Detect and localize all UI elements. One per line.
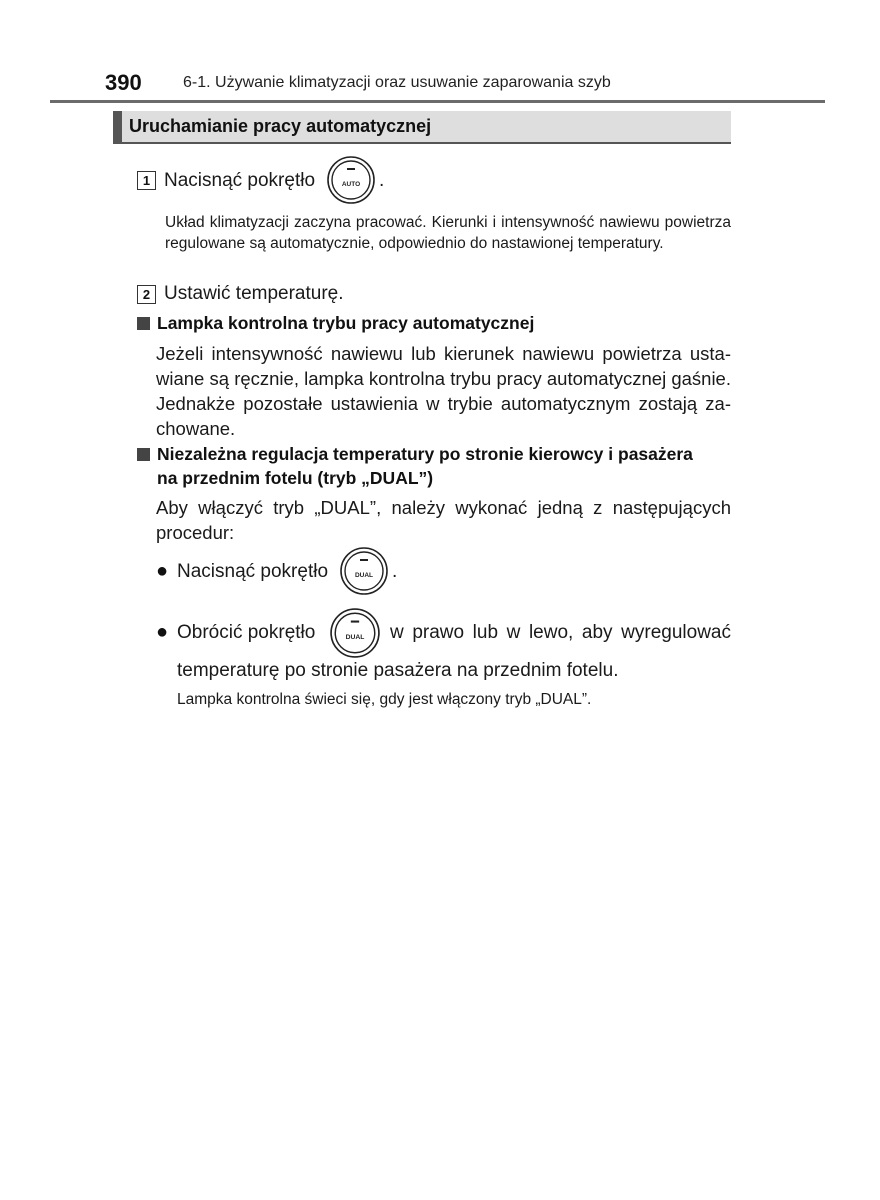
step-number-2: 2 — [137, 285, 156, 304]
bullet-icon: ● — [156, 560, 169, 582]
section-header-accent — [113, 111, 122, 142]
step-1-note: Układ klimatyzacji zaczyna pracować. Kierunki i intensywność nawiewu powietrza regulowane są automatycznie, odpowiednio do nastawionej temperatury. — [165, 214, 731, 252]
subsection-1-body: Jeżeli intensywność nawiewu lub kierunek nawiewu powietrza usta-wiane są ręcznie, lampka kontrolna trybu pracy automatycznej gaśnie. Jednakże pozostałe ustawienia w trybie automatycznym zostają za-chowane. — [156, 343, 731, 439]
section-title: Uruchamianie pracy automatycznej — [129, 116, 432, 136]
knob-label: AUTO — [341, 181, 361, 188]
step-1-period: . — [379, 170, 385, 191]
page-number: 390 — [105, 70, 142, 95]
step-number-1: 1 — [137, 171, 156, 190]
subsection-marker — [137, 317, 150, 330]
bullet-2-text: Obrócić pokrętło — [177, 622, 316, 643]
bullet-2-after-text: w prawo lub w lewo, aby wyregulować — [390, 622, 731, 643]
bullet-1-text: Nacisnąć pokrętło — [177, 561, 329, 582]
subsection-marker — [137, 448, 150, 461]
dual-knob-icon — [339, 546, 389, 596]
subsection-2-body: Aby włączyć tryb „DUAL”, należy wykonać jedną z następujących procedur: — [156, 497, 731, 543]
header-divider — [50, 100, 825, 103]
subsection-1-title: Lampka kontrolna trybu pracy automatycznej — [157, 313, 535, 333]
subsection-2-title-line1: Niezależna regulacja temperatury po stronie kierowcy i pasażera — [157, 444, 693, 464]
bullet-icon: ● — [156, 621, 169, 643]
step-1-text: Nacisnąć pokrętło — [164, 170, 316, 191]
chapter-title: 6-1. Używanie klimatyzacji oraz usuwanie zaparowania szyb — [183, 74, 611, 91]
bullet-1-period: . — [392, 561, 398, 582]
subsection-2-title-line2: na przednim fotelu (tryb „DUAL”) — [157, 468, 434, 488]
knob-label: DUAL — [354, 572, 374, 579]
auto-knob-icon — [326, 155, 376, 205]
knob-label: DUAL — [345, 634, 365, 642]
bullet-2-continuation: temperaturę po stronie pasażera na przednim fotelu. — [177, 660, 619, 681]
dual-knob-icon — [329, 607, 381, 659]
subsection-2-note: Lampka kontrolna świeci się, gdy jest włączony tryb „DUAL”. — [177, 691, 592, 708]
step-2-text: Ustawić temperaturę. — [164, 283, 344, 304]
